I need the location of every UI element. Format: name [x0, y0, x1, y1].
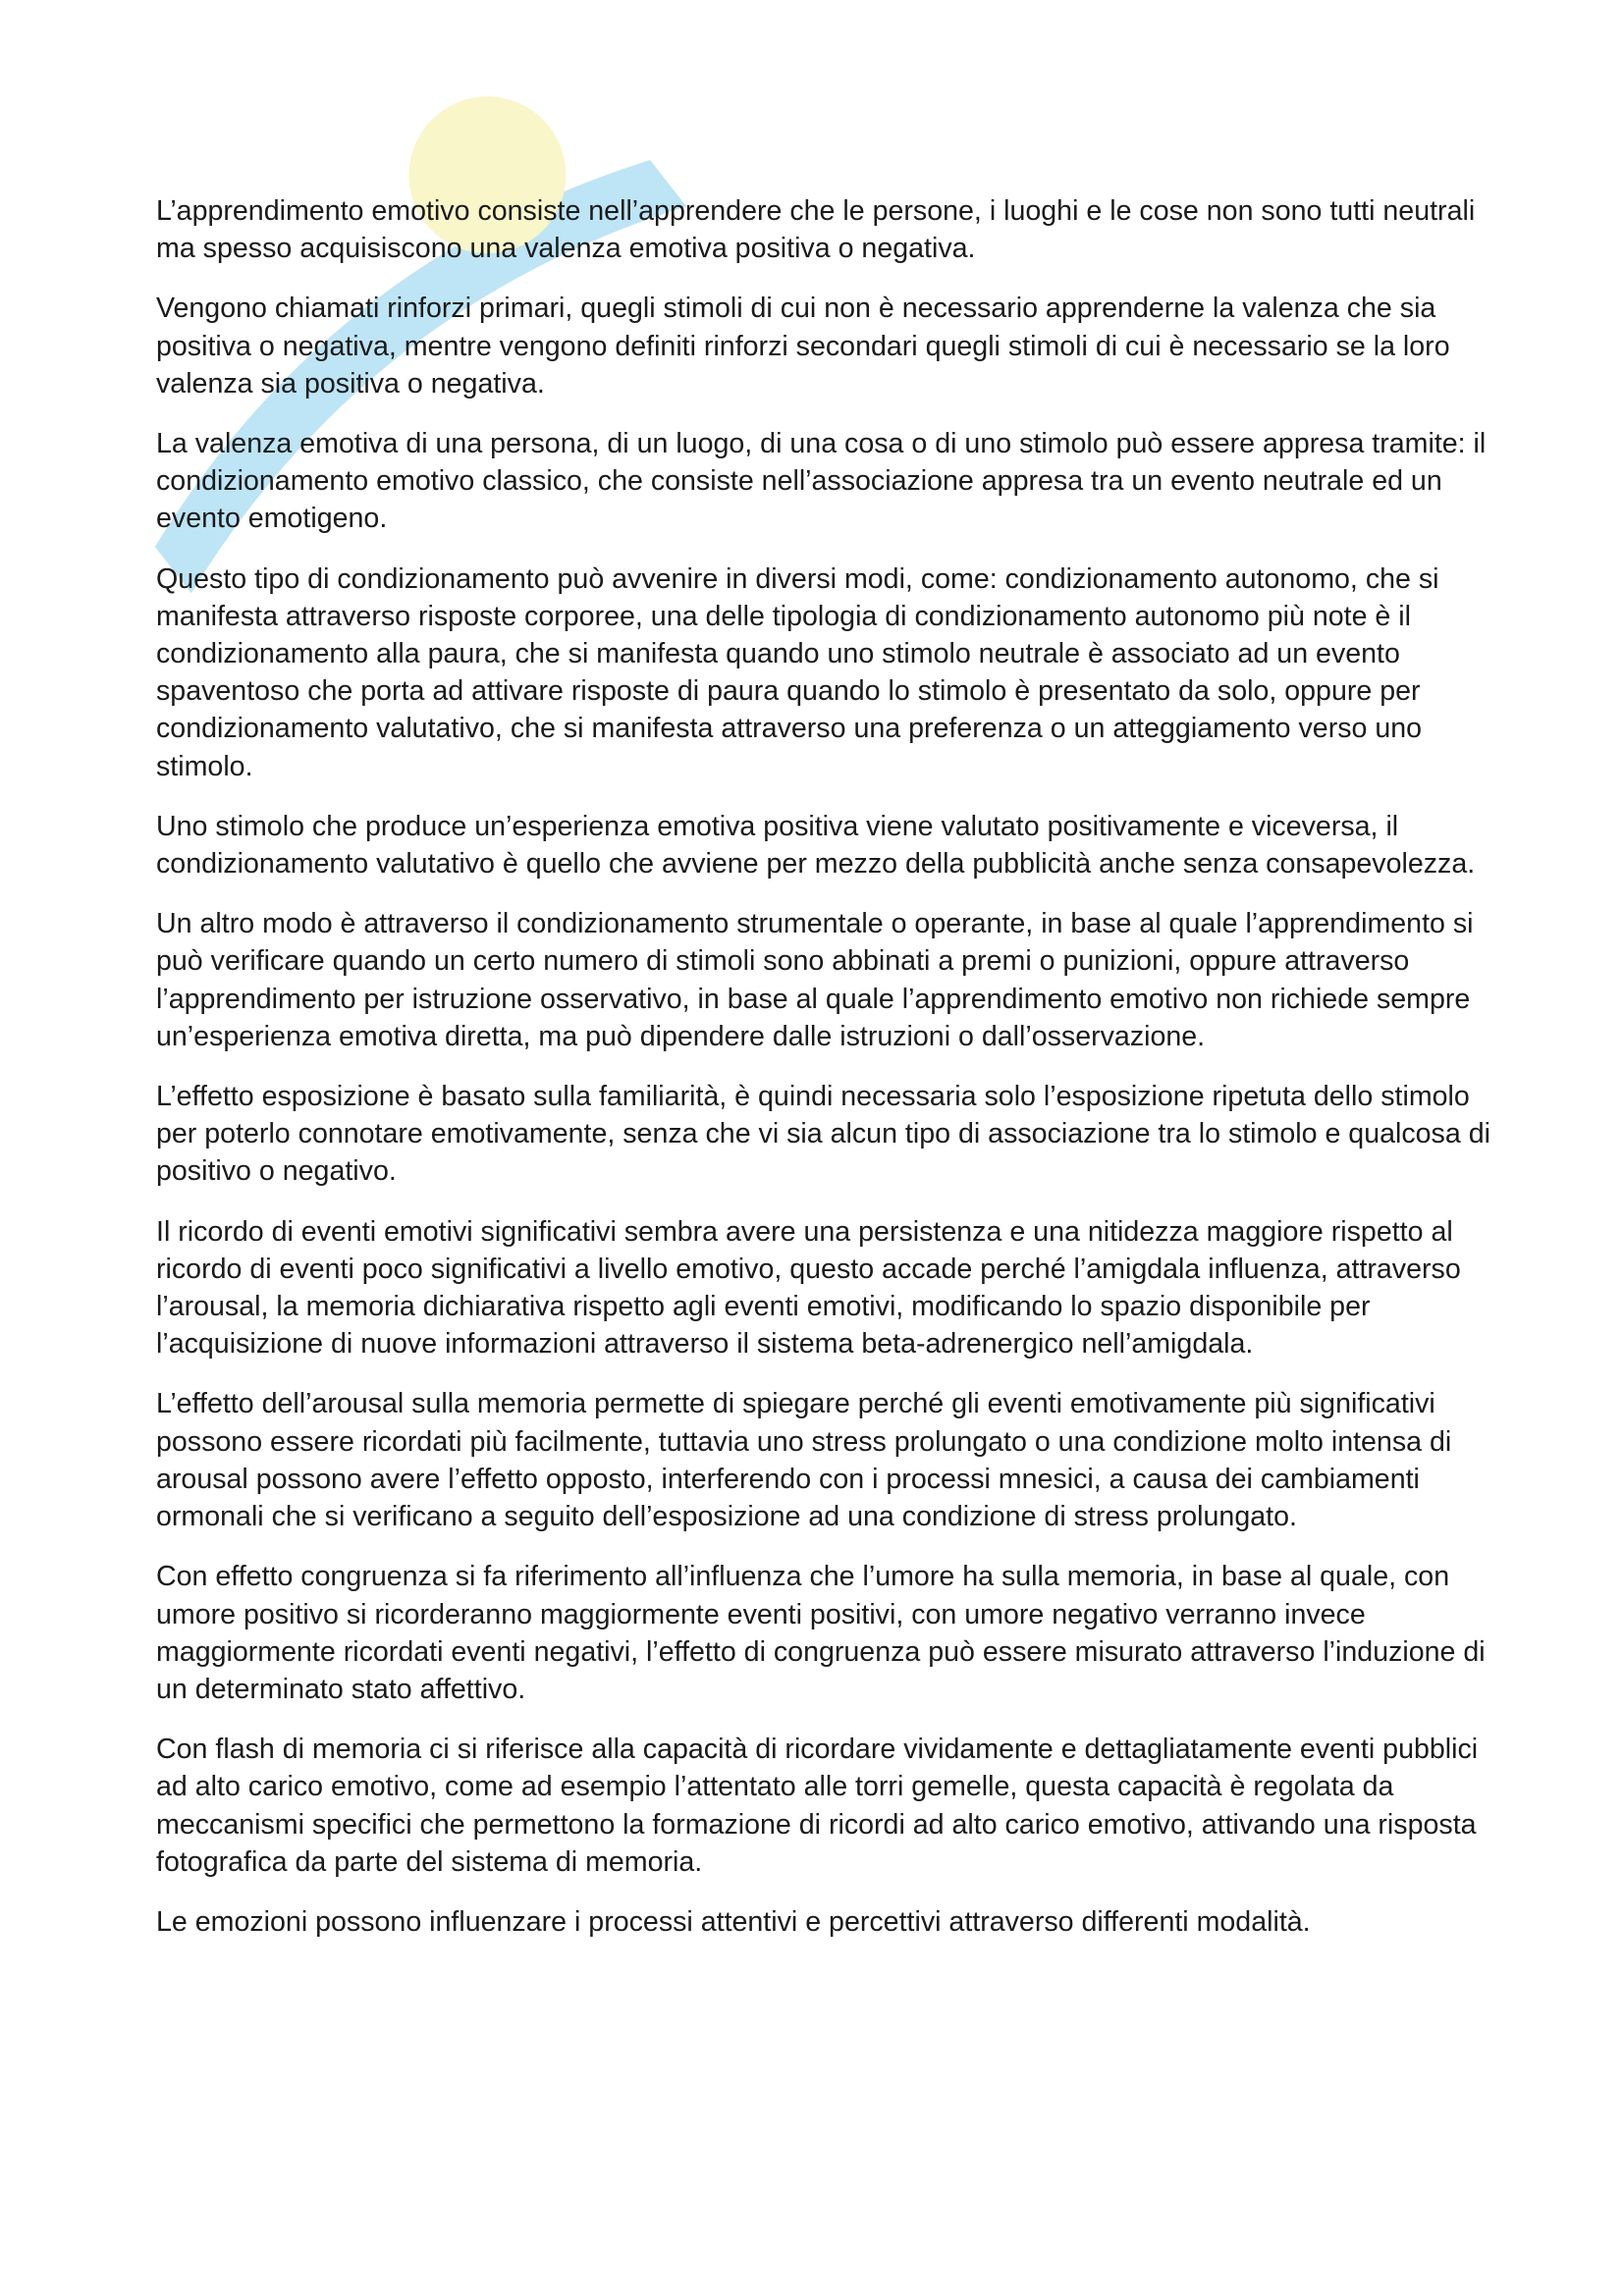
paragraph: L’effetto dell’arousal sulla memoria permette di spiegare perché gli eventi emotivamente più significativi possono essere ricordati più facilmente, tuttavia uno stress prolungato o una condizione molto intensa di arousal possono avere l’effetto opposto, interferendo con i processi mnesici, a causa dei cambiamenti ormonali che si verificano a seguito dell’esposizione ad una condizione di stress prolungato.: [156, 1388, 1452, 1533]
paragraph: Uno stimolo che produce un’esperienza emotiva positiva viene valutato positivamente e viceversa, il condizionamento valutativo è quello che avviene per mezzo della pubblicità anche senza consapevolezza.: [156, 810, 1476, 881]
paragraph: Il ricordo di eventi emotivi significativi sembra avere una persistenza e una nitidezza maggiore rispetto al ricordo di eventi poco significativi a livello emotivo, questo accade perché l’amigdala influenza, attraverso l’arousal, la memoria dichiarativa rispetto agli eventi emotivi, modificando lo spazio disponibile per l’acquisizione di nuove informazioni attraverso il sistema beta-adrenergico nell’amigdala.: [156, 1215, 1461, 1361]
paragraph: Con flash di memoria ci si riferisce alla capacità di ricordare vividamente e dettagliatamente eventi pubblici ad alto carico emotivo, come ad esempio l’attentato alle torri gemelle, questa capacità è regolata da meccanismi specifici che permettono la formazione di ricordi ad alto carico emotivo, attivando una risposta fotografica da parte del sistema di memoria.: [156, 1734, 1479, 1878]
paragraph: Le emozioni possono influenzare i processi attentivi e percettivi attraverso differenti modalità.: [156, 1905, 1311, 1938]
paragraph: Un altro modo è attraverso il condizionamento strumentale o operante, in base al quale l’apprendimento si può verificare quando un certo numero di stimoli sono abbinati a premi o punizioni, oppure attraverso l’apprendimento per istruzione osservativo, in base al quale l’apprendimento emotivo non richiede sempre un’esperienza emotiva diretta, ma può dipendere dalle istruzioni o dall’osservazione.: [156, 908, 1474, 1052]
paragraph: La valenza emotiva di una persona, di un luogo, di una cosa o di uno stimolo può essere appresa tramite: il condizionamento emotivo classico, che consiste nell’associazione appresa tra un evento neutrale ed un evento emotigeno.: [156, 428, 1487, 535]
paragraph: Vengono chiamati rinforzi primari, quegli stimoli di cui non è necessario apprenderne la valenza che sia positiva o negativa, mentre vengono definiti rinforzi secondari quegli stimoli di cui è necessario se la loro valenza sia positiva o negativa.: [156, 293, 1450, 400]
paragraph: L’effetto esposizione è basato sulla familiarità, è quindi necessaria solo l’esposizione ripetuta dello stimolo per poterlo connotare emotivamente, senza che vi sia alcun tipo di associazione tra lo stimolo e qualcosa di positivo o negativo.: [156, 1081, 1490, 1188]
document-body: [156, 192, 1491, 1963]
paragraph: Con effetto congruenza si fa riferimento all’influenza che l’umore ha sulla memoria, in base al quale, con umore positivo si ricorderanno maggiormente eventi positivi, con umore negativo verranno invece maggiormente ricordati eventi negativi, l’effetto di congruenza può essere misurato attraverso l’induzione di un determinato stato affettivo.: [156, 1561, 1486, 1705]
paragraph: L’apprendimento emotivo consiste nell’apprendere che le persone, i luoghi e le cose non sono tutti neutrali ma spesso acquisiscono una valenza emotiva positiva o negativa.: [156, 195, 1476, 265]
paragraph: Questo tipo di condizionamento può avvenire in diversi modi, come: condizionamento autonomo, che si manifesta attraverso risposte corporee, una delle tipologia di condizionamento autonomo più note è il condizionamento alla paura, che si manifesta quando uno stimolo neutrale è associato ad un evento spaventoso che porta ad attivare risposte di paura quando lo stimolo è presentato da solo, oppure per condizionamento valutativo, che si manifesta attraverso una preferenza o un atteggiamento verso uno stimolo.: [156, 562, 1439, 782]
